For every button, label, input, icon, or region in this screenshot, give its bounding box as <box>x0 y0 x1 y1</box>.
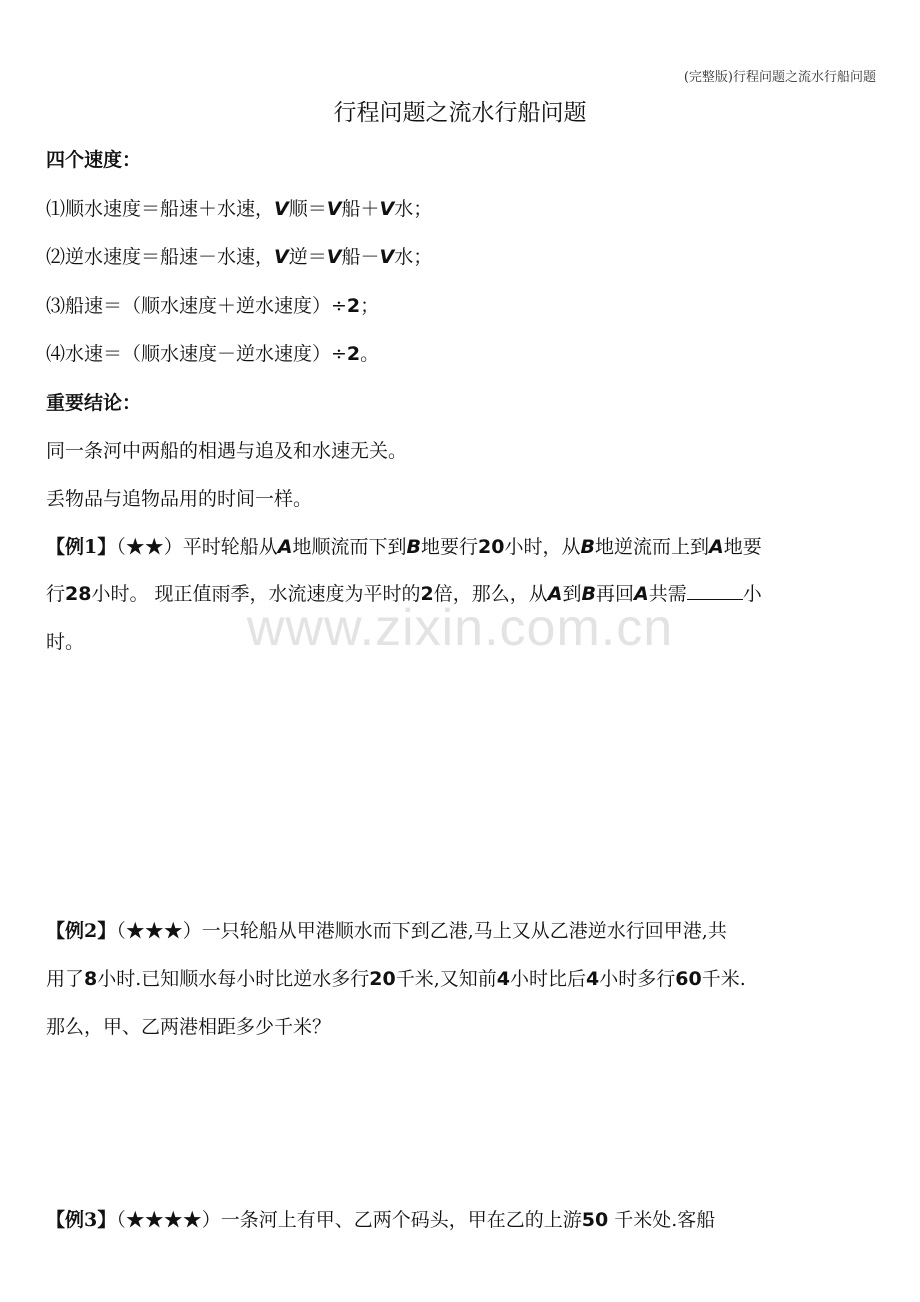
problem-text: 小时。 现正值雨季，水流速度为平时的 <box>91 583 421 605</box>
problem-text: 小时比后 <box>510 968 587 990</box>
formula-text: ⑴顺水速度＝船速＋水速， <box>46 198 275 220</box>
number: 60 <box>675 968 702 990</box>
problem-text: 用了 <box>46 968 85 990</box>
conclusion-line-2: 丢物品与追物品用的时间一样。 <box>46 488 313 510</box>
variable-v: V <box>326 198 342 220</box>
formula-text: 逆＝ <box>288 246 327 268</box>
formula-text: 。 <box>360 343 380 365</box>
difficulty-stars: （★★） <box>116 536 183 558</box>
watermark: www.zixin.com.cn <box>246 599 674 657</box>
number: 4 <box>496 968 511 990</box>
running-header: (完整版)行程问题之流水行船问题 <box>683 70 876 85</box>
variable-v: V <box>274 198 289 220</box>
variable-v: V <box>326 246 342 268</box>
variable-v: V <box>379 198 395 220</box>
formula-text: 船＋ <box>341 198 380 220</box>
formula-text: 水； <box>394 198 433 220</box>
variable-v: V <box>379 246 395 268</box>
formula-line-2 <box>46 243 880 271</box>
point-b: B <box>581 583 596 605</box>
point-a: A <box>547 583 563 605</box>
problem-text: 地顺流而下到 <box>292 536 407 558</box>
problem-text: 小时.已知顺水每小时比逆水多行 <box>97 968 370 990</box>
formula-text: 顺＝ <box>288 198 327 220</box>
point-a: A <box>634 583 649 605</box>
problem-text: 千米,又知前 <box>395 968 497 990</box>
problem-text: 小时多行 <box>599 968 676 990</box>
variable-v: V <box>274 246 289 268</box>
number: 50 <box>581 1209 609 1231</box>
section-heading-conclusions: 重要结论： <box>46 392 142 414</box>
number: 4 <box>586 968 600 990</box>
example3-line-1 <box>46 1206 880 1234</box>
conclusion-line-1: 同一条河中两船的相遇与追及和水速无关。 <box>46 440 408 462</box>
point-a: A <box>277 536 293 558</box>
example1-line-1 <box>46 533 880 561</box>
example2-line-3: 那么，甲、乙两港相距多少千米？ <box>46 1016 332 1038</box>
problem-text: 平时轮船从 <box>182 536 278 558</box>
problem-text: 倍，那么，从 <box>433 583 548 605</box>
difficulty-stars: （★★★） <box>116 920 202 942</box>
problem-text: 一条河上有甲、乙两个码头，甲在乙的上游 <box>220 1209 582 1231</box>
point-b: B <box>580 536 595 558</box>
number: 2 <box>346 343 361 365</box>
problem-text: 地要 <box>723 536 762 558</box>
formula-line-1 <box>46 195 880 223</box>
formula-text: ⑶船速＝（顺水速度＋逆水速度）÷ <box>46 295 347 317</box>
example-label: 【例1】 <box>46 536 117 558</box>
number: 8 <box>84 968 98 990</box>
formula-line-4 <box>46 340 880 368</box>
point-b: B <box>406 536 421 558</box>
section-heading-speeds: 四个速度： <box>46 149 142 171</box>
example2-line-1 <box>46 917 880 945</box>
problem-text: 地要行 <box>420 536 478 558</box>
problem-text: 地逆流而上到 <box>594 536 709 558</box>
problem-text: 小 <box>742 583 762 605</box>
problem-text: 共需 <box>648 583 687 605</box>
example-label: 【例3】 <box>46 1209 117 1231</box>
number: 2 <box>420 583 434 605</box>
number: 20 <box>369 968 396 990</box>
formula-text: ； <box>360 295 380 317</box>
number: 28 <box>65 583 92 605</box>
example2-line-2 <box>46 965 880 993</box>
formula-text: 水； <box>394 246 433 268</box>
formula-line-3 <box>46 292 880 320</box>
number: 20 <box>478 536 505 558</box>
problem-text: 一只轮船从甲港顺水而下到乙港,马上又从乙港逆水行回甲港,共 <box>201 920 727 942</box>
formula-text: 船－ <box>341 246 380 268</box>
formula-text: ⑷水速＝（顺水速度－逆水速度）÷ <box>46 343 347 365</box>
point-a: A <box>708 536 724 558</box>
number: 2 <box>346 295 361 317</box>
formula-text: ⑵逆水速度＝船速－水速， <box>46 246 275 268</box>
problem-text: 千米处.客船 <box>608 1209 716 1231</box>
example-label: 【例2】 <box>46 920 117 942</box>
problem-text: 千米. <box>701 968 746 990</box>
problem-text: 再回 <box>595 583 634 605</box>
difficulty-stars: （★★★★） <box>116 1209 221 1231</box>
problem-text: 小时，从 <box>504 536 581 558</box>
problem-text: 行 <box>46 583 66 605</box>
page-title: 行程问题之流水行船问题 <box>333 100 587 126</box>
example1-line-3: 时。 <box>46 631 85 653</box>
problem-text: 到 <box>562 583 582 605</box>
